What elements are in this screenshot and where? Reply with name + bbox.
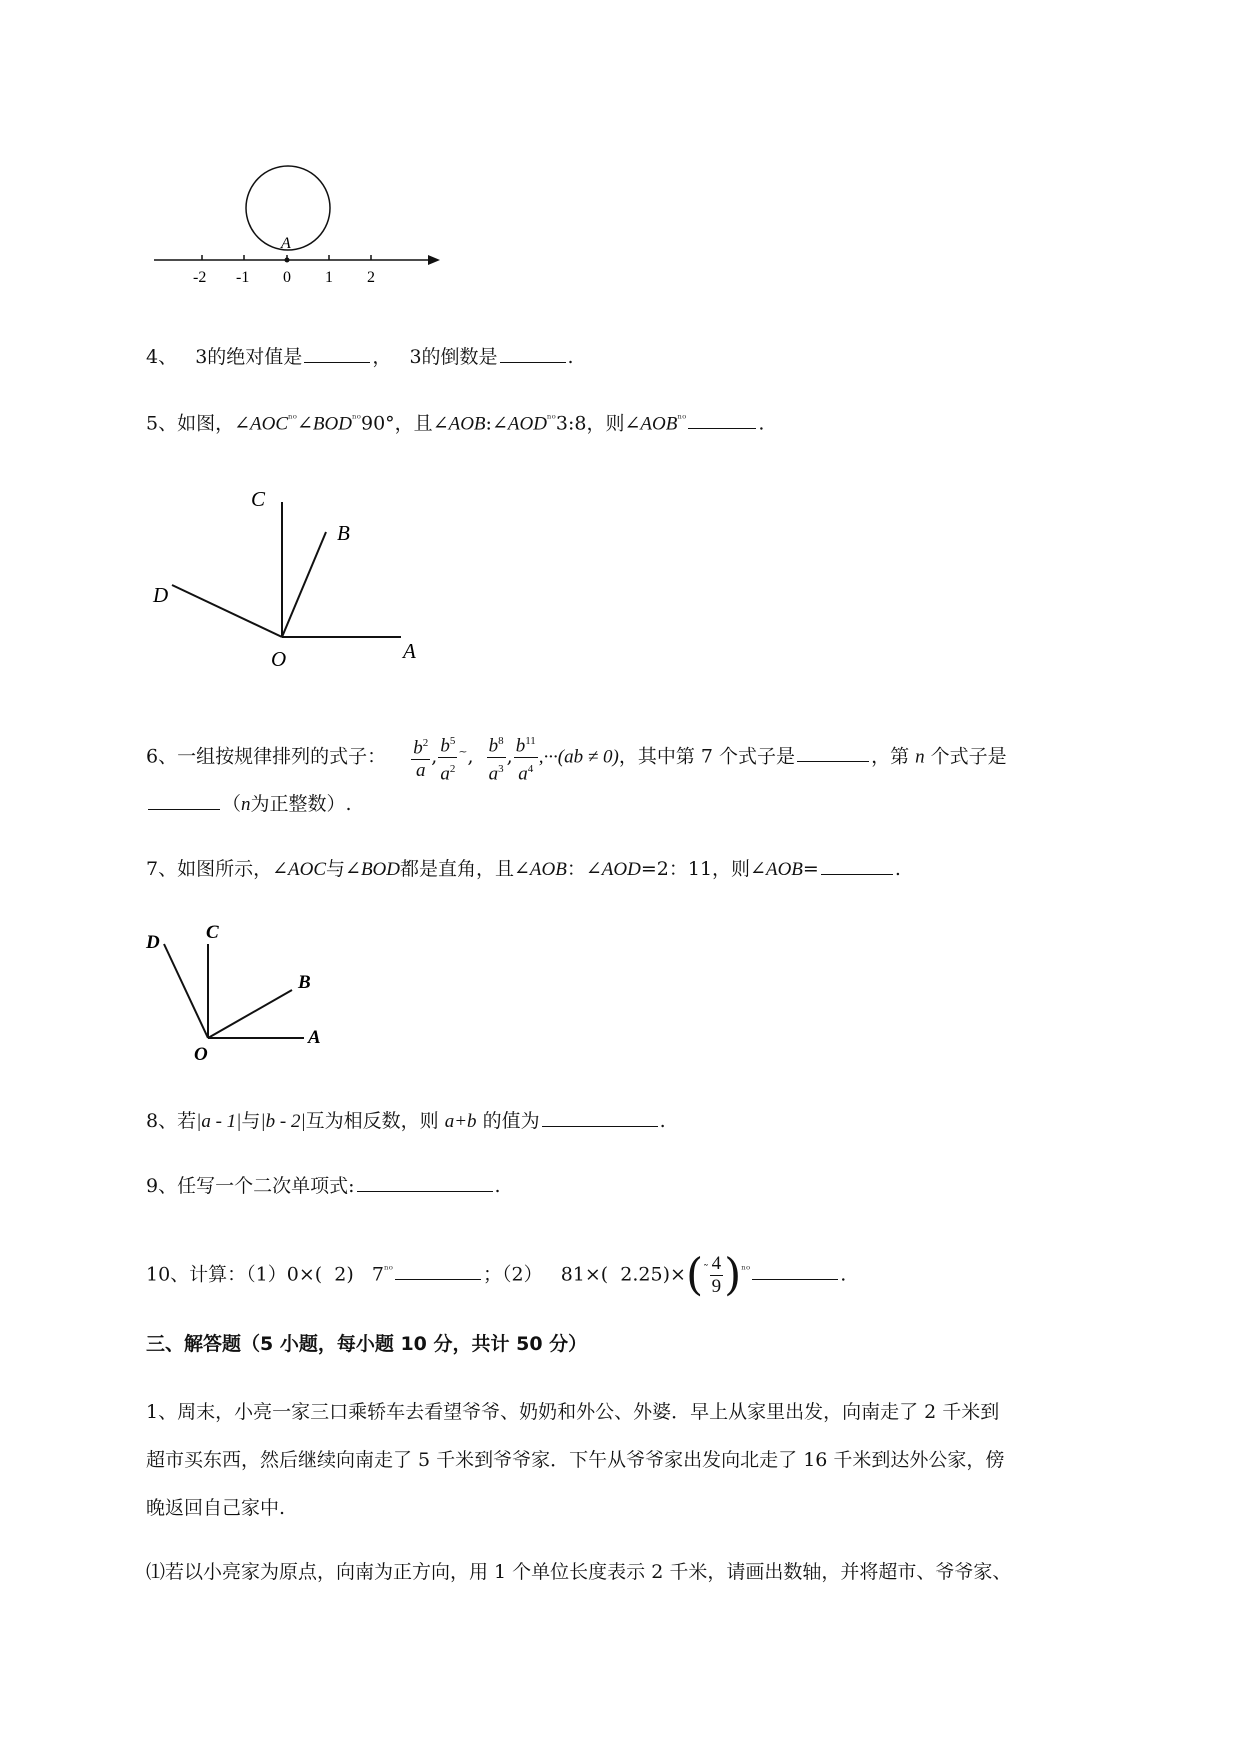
question-number: 7、如图所示， bbox=[146, 858, 273, 880]
math-angle: ∠AOC bbox=[272, 859, 327, 880]
question-text: 与 bbox=[326, 858, 346, 880]
question-text: 3的绝对值是 bbox=[195, 346, 303, 368]
garbled-symbol: ⁿᵒ bbox=[288, 412, 298, 425]
problem-1-sub-1: ⑴若以小亮家为原点，向南为正方向，用 1 个单位长度表示 2 千米，请画出数轴，并将超市、爷爷家、 bbox=[146, 1561, 1012, 1583]
math-abs: |a - 1| bbox=[196, 1111, 242, 1132]
question-text: 互为相反数，则 bbox=[305, 1110, 439, 1132]
period: . bbox=[840, 1263, 847, 1286]
problem-1-line-1: 1、周末，小亮一家三口乘轿车去看望爷爷、奶奶和外公、外婆．早上从家里出发，向南走了 2 千米到 bbox=[146, 1401, 1000, 1423]
fraction bbox=[411, 732, 430, 782]
tick-label: 0 bbox=[283, 269, 291, 286]
garbled-symbol: ~ bbox=[458, 745, 468, 758]
math-expr: a+b bbox=[444, 1111, 477, 1132]
point-a bbox=[285, 258, 290, 263]
question-text: ，其中第 7 个式子是 bbox=[618, 745, 796, 768]
separator: ， bbox=[372, 346, 392, 368]
question-text: 为正整数）. bbox=[250, 793, 352, 815]
period: . bbox=[894, 858, 901, 880]
question-number: 5、如图， bbox=[146, 412, 235, 435]
number-line-arrow bbox=[428, 255, 440, 265]
section-heading: 三、解答题（5 小题，每小题 10 分，共计 50 分） bbox=[146, 1333, 588, 1355]
math-expr: 81×( 2.25)× bbox=[560, 1263, 686, 1286]
frac-den: a bbox=[416, 760, 426, 782]
period: . bbox=[494, 1175, 501, 1197]
label-a: A bbox=[308, 1027, 321, 1048]
tick-label: 1 bbox=[325, 269, 333, 286]
ray-od bbox=[172, 585, 282, 637]
question-text: ，且 bbox=[394, 412, 433, 435]
garbled-symbol: ⁿᵒ bbox=[351, 412, 361, 425]
period: . bbox=[659, 1110, 666, 1132]
period: . bbox=[567, 346, 574, 368]
answer-blank[interactable] bbox=[500, 361, 566, 363]
garbled-symbol: ⁿᵒ bbox=[741, 1263, 751, 1276]
tick-label: 2 bbox=[367, 269, 375, 286]
math-value: 90° bbox=[360, 412, 395, 435]
angle-figure-q5 bbox=[145, 480, 435, 670]
separator: ；（2） bbox=[482, 1263, 543, 1286]
frac-exp: 2 bbox=[449, 762, 456, 775]
frac-num: b bbox=[515, 734, 526, 756]
math-colon: : bbox=[485, 412, 492, 435]
answer-blank[interactable] bbox=[357, 1190, 493, 1192]
frac-num: b bbox=[440, 734, 450, 756]
question-text: ，第 bbox=[871, 745, 910, 768]
math-angle: ∠AOD bbox=[491, 413, 547, 435]
problem-1-line-2: 超市买东西，然后继续向南走了 5 千米到爷爷家．下午从爷爷家出发向北走了 16 千米到达外公家，傍 bbox=[146, 1449, 1005, 1471]
frac-exp: 5 bbox=[449, 734, 456, 747]
frac-exp: 2 bbox=[422, 737, 429, 750]
math-abs: |b - 2| bbox=[260, 1111, 306, 1132]
frac-num: b bbox=[488, 734, 499, 756]
frac-den: a bbox=[440, 763, 450, 785]
answer-blank[interactable] bbox=[542, 1125, 658, 1127]
frac-exp: 11 bbox=[525, 734, 536, 747]
right-paren: ) bbox=[724, 1249, 742, 1301]
frac-den: a bbox=[488, 763, 499, 785]
question-text: 个式子是 bbox=[930, 745, 1007, 768]
answer-blank[interactable] bbox=[821, 873, 893, 875]
ray-od bbox=[164, 944, 208, 1038]
math-colon: ： bbox=[566, 858, 586, 880]
frac-exp: 4 bbox=[527, 762, 534, 775]
question-6: 6、一组按规律排列的式子： $\frac{b^2}{a}$ , $\frac{b^5}{a^2}$ ~, $\frac{b^8}{a^3}$ , $\frac{b^{11}}{a^4}$ ,···(ab ≠ 0)，其中第 7 个式子是 ，第 n 个式子是 bbox=[146, 722, 1007, 787]
math-tail: ,···(ab ≠ 0) bbox=[538, 746, 619, 768]
label-c: C bbox=[206, 922, 219, 943]
math-eq: = bbox=[802, 858, 819, 880]
tick-label: -1 bbox=[236, 269, 250, 286]
frac-den: a bbox=[518, 763, 528, 785]
math-ratio: 3:8 bbox=[555, 412, 587, 435]
garbled-symbol: ⁿᵒ bbox=[546, 412, 556, 425]
question-number: 8、若 bbox=[146, 1110, 197, 1132]
question-text: 9、任写一个二次单项式: bbox=[146, 1175, 355, 1197]
question-6-line-2 bbox=[146, 790, 352, 819]
question-7 bbox=[146, 855, 901, 884]
question-text: 与 bbox=[241, 1110, 261, 1132]
left-paren: ( bbox=[685, 1249, 704, 1301]
math-angle: ∠BOD bbox=[345, 859, 400, 880]
question-number: 4、 bbox=[146, 346, 178, 368]
math-var: n bbox=[915, 746, 925, 768]
answer-blank[interactable] bbox=[304, 361, 370, 363]
problem-1-line-3: 晚返回自己家中. bbox=[146, 1497, 286, 1519]
question-8 bbox=[146, 1107, 666, 1136]
question-9 bbox=[146, 1172, 501, 1200]
label-d: D bbox=[146, 932, 160, 953]
label-o: O bbox=[271, 647, 287, 670]
period: . bbox=[758, 412, 765, 435]
fraction: $\frac{4}{9}$ bbox=[711, 1252, 722, 1297]
garbled-symbol: ⁿᵒ bbox=[383, 1263, 393, 1276]
answer-blank[interactable] bbox=[688, 427, 756, 429]
label-a: A bbox=[403, 639, 416, 663]
question-4 bbox=[146, 343, 574, 371]
label-o: O bbox=[194, 1044, 208, 1065]
question-text: 的值为 bbox=[482, 1110, 540, 1132]
question-text: =2：11，则 bbox=[640, 858, 751, 880]
minus-sign: ˜ bbox=[703, 1263, 709, 1276]
question-text: 3的倒数是 bbox=[409, 346, 498, 368]
fraction bbox=[438, 730, 457, 786]
garbled-symbol: ⁿᵒ bbox=[677, 412, 687, 425]
math-angle: ∠AOB bbox=[432, 413, 486, 435]
math-expr: 0×( 2) 7 bbox=[286, 1263, 384, 1286]
frac-exp: 8 bbox=[498, 734, 504, 747]
label-c: C bbox=[251, 487, 266, 511]
label-b: B bbox=[337, 521, 350, 545]
question-number: 10、计算：（1） bbox=[146, 1263, 287, 1286]
angle-figure-q7 bbox=[140, 918, 340, 1068]
ray-ob bbox=[208, 990, 292, 1038]
label-d: D bbox=[153, 583, 169, 607]
answer-blank[interactable] bbox=[752, 1278, 838, 1280]
math-angle: ∠AOB bbox=[750, 859, 803, 880]
label-b: B bbox=[298, 972, 311, 993]
question-5 bbox=[146, 405, 764, 438]
frac-num: b bbox=[413, 737, 423, 759]
fraction bbox=[514, 730, 538, 786]
answer-blank[interactable] bbox=[395, 1278, 481, 1280]
math-angle: ∠AOD bbox=[585, 859, 641, 880]
math-angle: ∠BOD bbox=[297, 413, 352, 435]
math-angle: ∠AOB bbox=[624, 413, 678, 435]
question-10 bbox=[146, 1240, 846, 1305]
math-angle: ∠AOC bbox=[234, 413, 289, 435]
point-a-label: A bbox=[281, 235, 291, 252]
fraction bbox=[487, 730, 506, 786]
question-text: （ bbox=[222, 793, 242, 815]
number-line-figure bbox=[140, 160, 450, 295]
math-angle: ∠AOB bbox=[514, 859, 567, 880]
question-text: 都是直角，且 bbox=[400, 858, 515, 880]
answer-blank[interactable] bbox=[797, 760, 869, 762]
frac-exp: 3 bbox=[498, 762, 504, 775]
answer-blank[interactable] bbox=[148, 808, 220, 810]
question-text: ，则 bbox=[586, 412, 625, 435]
math-var: n bbox=[241, 794, 251, 815]
question-number: 6、一组按规律排列的式子： bbox=[146, 745, 387, 768]
ray-ob bbox=[282, 532, 326, 637]
tick-label: -2 bbox=[193, 269, 207, 286]
